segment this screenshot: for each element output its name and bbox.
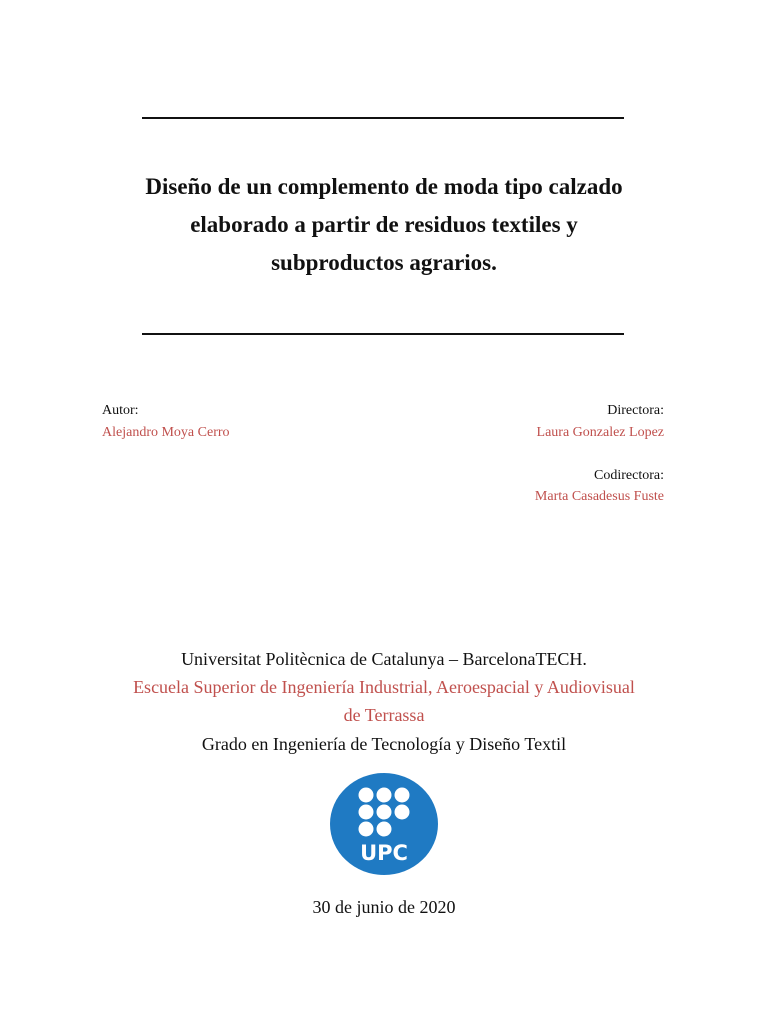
codirector-label: Codirectora: bbox=[594, 468, 664, 483]
school-name-line-1: Escuela Superior de Ingeniería Industrial, Aeroespacial y Audiovisual bbox=[133, 677, 635, 697]
title-line-2: elaborado a partir de residuos textiles y bbox=[190, 212, 578, 237]
title-line-1: Diseño de un complemento de moda tipo calzado bbox=[145, 174, 623, 199]
upc-logo bbox=[330, 773, 438, 875]
author-label: Autor: bbox=[102, 403, 139, 418]
degree-name: Grado en Ingeniería de Tecnología y Diseño Textil bbox=[201, 734, 567, 754]
bottom-divider bbox=[142, 333, 624, 335]
school-name bbox=[80, 673, 688, 729]
upc-logo-text: UPC bbox=[360, 841, 408, 865]
title-line-3: subproductos agrarios. bbox=[271, 250, 497, 275]
school-name-line-2: de Terrassa bbox=[343, 705, 425, 725]
codirector-name: Marta Casadesus Fuste bbox=[534, 489, 664, 504]
top-divider bbox=[142, 117, 624, 119]
university-name: Universitat Politècnica de Catalunya – BarcelonaTECH. bbox=[181, 649, 587, 669]
director-name: Laura Gonzalez Lopez bbox=[536, 425, 664, 440]
director-label: Directora: bbox=[607, 403, 664, 418]
document-title bbox=[100, 168, 668, 282]
document-date: 30 de junio de 2020 bbox=[312, 897, 456, 917]
author-name: Alejandro Moya Cerro bbox=[102, 425, 230, 440]
